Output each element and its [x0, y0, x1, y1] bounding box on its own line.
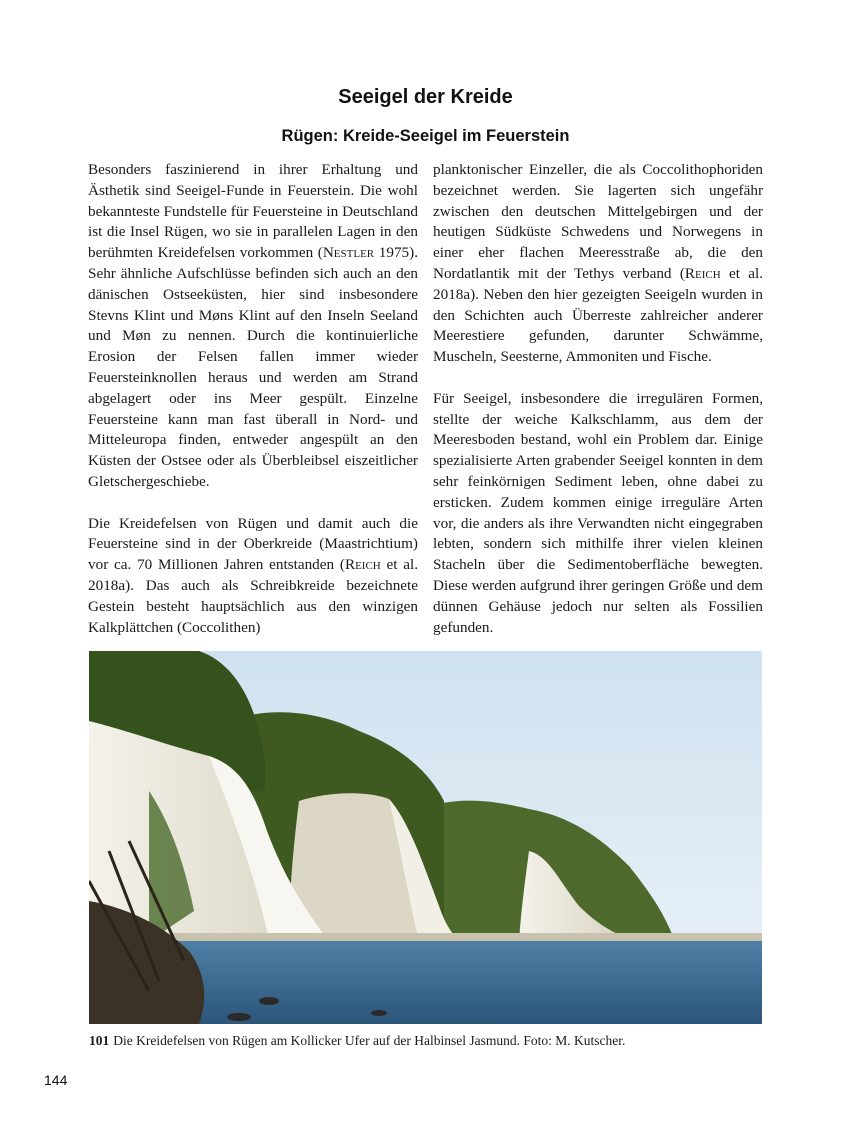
author-reference: Reich [344, 556, 381, 574]
paragraph: Besonders faszinierend in ihrer Erhaltung und Ästhetik sind Seeigel-Funde in Feuerstein. Die wohl bekannteste Fundstelle für Feuersteine in Deutschland ist die Insel Rügen, wo sie in parallelen Lagen in den berühmten Kreidefelsen vorkommen (Nestler 1975). Sehr ähnliche Aufschlüsse befinden sich auch an den dänischen Ostseeküsten, hier sind insbesondere Stevns Klint und Møns Klint auf den Inseln Seeland und Møn zu nennen. Durch die kontinuierliche Erosion der Felsen fallen immer wieder Feuersteinknollen heraus und werden am Strand abgelagert oder ins Meer gespült. Einzelne Feuersteine kann man fast überall in Nord- und Mitteleuropa finden, entweder angespült an den Küsten der Ostsee oder als Überbleibsel eiszeitlicher Gletschergeschiebe. [88, 161, 419, 490]
paragraph: planktonischer Einzeller, die als Coccolithophoriden bezeichnet werden. Sie lagerten sich ungefähr zwischen den deutschen Mittelgebirgen und der heutigen Südküste Schwedens und Norwegens in einer eher flachen Meeresstraße ab, die den Nordatlantik mit der Tethys verband (Reich et al. 2018a). Neben den hier gezeigten Seeigeln wurden in den Schichten auch Überreste zahlreicher anderer Meerestiere gefunden, darunter Schwämme, Muscheln, Seesterne, Ammoniten und Fische. [433, 161, 763, 366]
text-column-right [433, 160, 763, 659]
paragraph: Für Seeigel, insbesondere die irregulären Formen, stellte der weiche Kalkschlamm, aus dem der Meeresboden bestand, wohl ein Problem dar. Einige spezialisierte Arten grabender Seeigel konnten in dem sehr feinkörnigen Sediment leben, ohne dabei zu ersticken. Zudem kommen einige irreguläre Arten vor, die anders als ihre Verwandten nicht eingegraben lebten, sondern sich mithilfe ihrer vielen kleinen Stacheln über die Sedimentoberfläche bewegten. Diese werden aufgrund ihrer geringen Größe und dem dünnen Gehäuse jedoch nur selten als Fossilien gefunden. [433, 389, 763, 636]
section-subtitle: Rügen: Kreide-Seeigel im Feuerstein [281, 127, 570, 145]
caption-text: Die Kreidefelsen von Rügen am Kollicker Ufer auf der Halbinsel Jasmund. Foto: M. Kutscher. [113, 1033, 626, 1048]
author-reference: Nestler [322, 244, 375, 262]
author-reference: Reich [684, 264, 721, 282]
figure-number: 101 [89, 1033, 110, 1048]
figure-caption [89, 1032, 762, 1050]
paragraph: Die Kreidefelsen von Rügen und damit auch die Feuersteine sind in der Oberkreide (Maastrichtium) vor ca. 70 Millionen Jahren entstanden (Reich et al. 2018a). Das auch als Schreibkreide bezeichnete Gestein besteht hauptsächlich aus den winzigen Kalkplättchen (Coccolithen) [88, 514, 419, 636]
page-number: 144 [44, 1072, 68, 1088]
text-column-left [88, 160, 418, 659]
page-title: Seeigel der Kreide [338, 86, 513, 108]
photo-chalk-cliffs [89, 651, 762, 1024]
